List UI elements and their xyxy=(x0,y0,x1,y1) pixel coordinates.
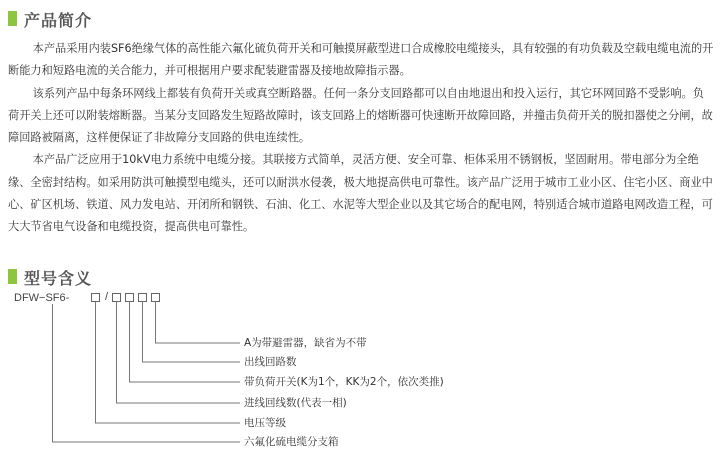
model-label-outgoing: 出线回路数 xyxy=(244,356,297,368)
model-label-switch: 带负荷开关(K为1个，KK为2个，依次类推) xyxy=(244,376,444,388)
section-title: 型号含义 xyxy=(24,269,93,288)
model-label-incoming: 进线回线数(代表一相) xyxy=(244,397,347,409)
intro-paragraph: 该系列产品中每条环网线上都装有负荷开关或真空断路器。任何一条分支回路都可以自由地退出和投入运行，其它环网回路不受影响。负荷开关上还可以附装熔断器。当某分支回路发生短路故障时，该支回路上的熔断器可快速断开故障回路，并撞击负荷开关的脱扣器使之分闸，故障回路被隔离，这样便保证了非故障分支回路的供电连续性。 xyxy=(8,86,713,145)
model-slash: / xyxy=(105,291,109,303)
model-label-voltage: 电压等级 xyxy=(244,417,286,429)
intro-paragraph: 本产品广泛应用于10kV电力系统中电缆分接。其联接方式简单，灵活方便、安全可靠、柜体采用不锈钢板，坚固耐用。带电部分为全绝缘、全密封结构。如采用防洪可触摸型电缆头，还可以耐洪水侵袭，极大地提高供电可靠性。该产品广泛用于城市工业小区、住宅小区、商业中心、矿区机场、铁道、风力发电站、开闭所和钢铁、石油、化工、水泥等大型企业以及其它场合的配电网，特别适合城市道路电网改造工程，可大大节省电气设备和电缆投资，提高供电可靠性。 xyxy=(8,153,713,234)
model-label-arrester: A为带避雷器，缺省为不带 xyxy=(244,337,367,349)
section-title: 产品简介 xyxy=(24,11,93,30)
intro-paragraph: 本产品采用内装SF6绝缘气体的高性能六氟化硫负荷开关和可触摸屏蔽型进口合成橡胶电缆接头，具有较强的有功负载及空载电缆电流的开断能力和短路电流的关合能力，并可根据用户要求配装避雷器及接地故障指示器。 xyxy=(8,42,714,78)
model-code-prefix: DFW−SF6- xyxy=(14,292,70,304)
model-label-product: 六氟化硫电缆分支箱 xyxy=(244,436,339,448)
